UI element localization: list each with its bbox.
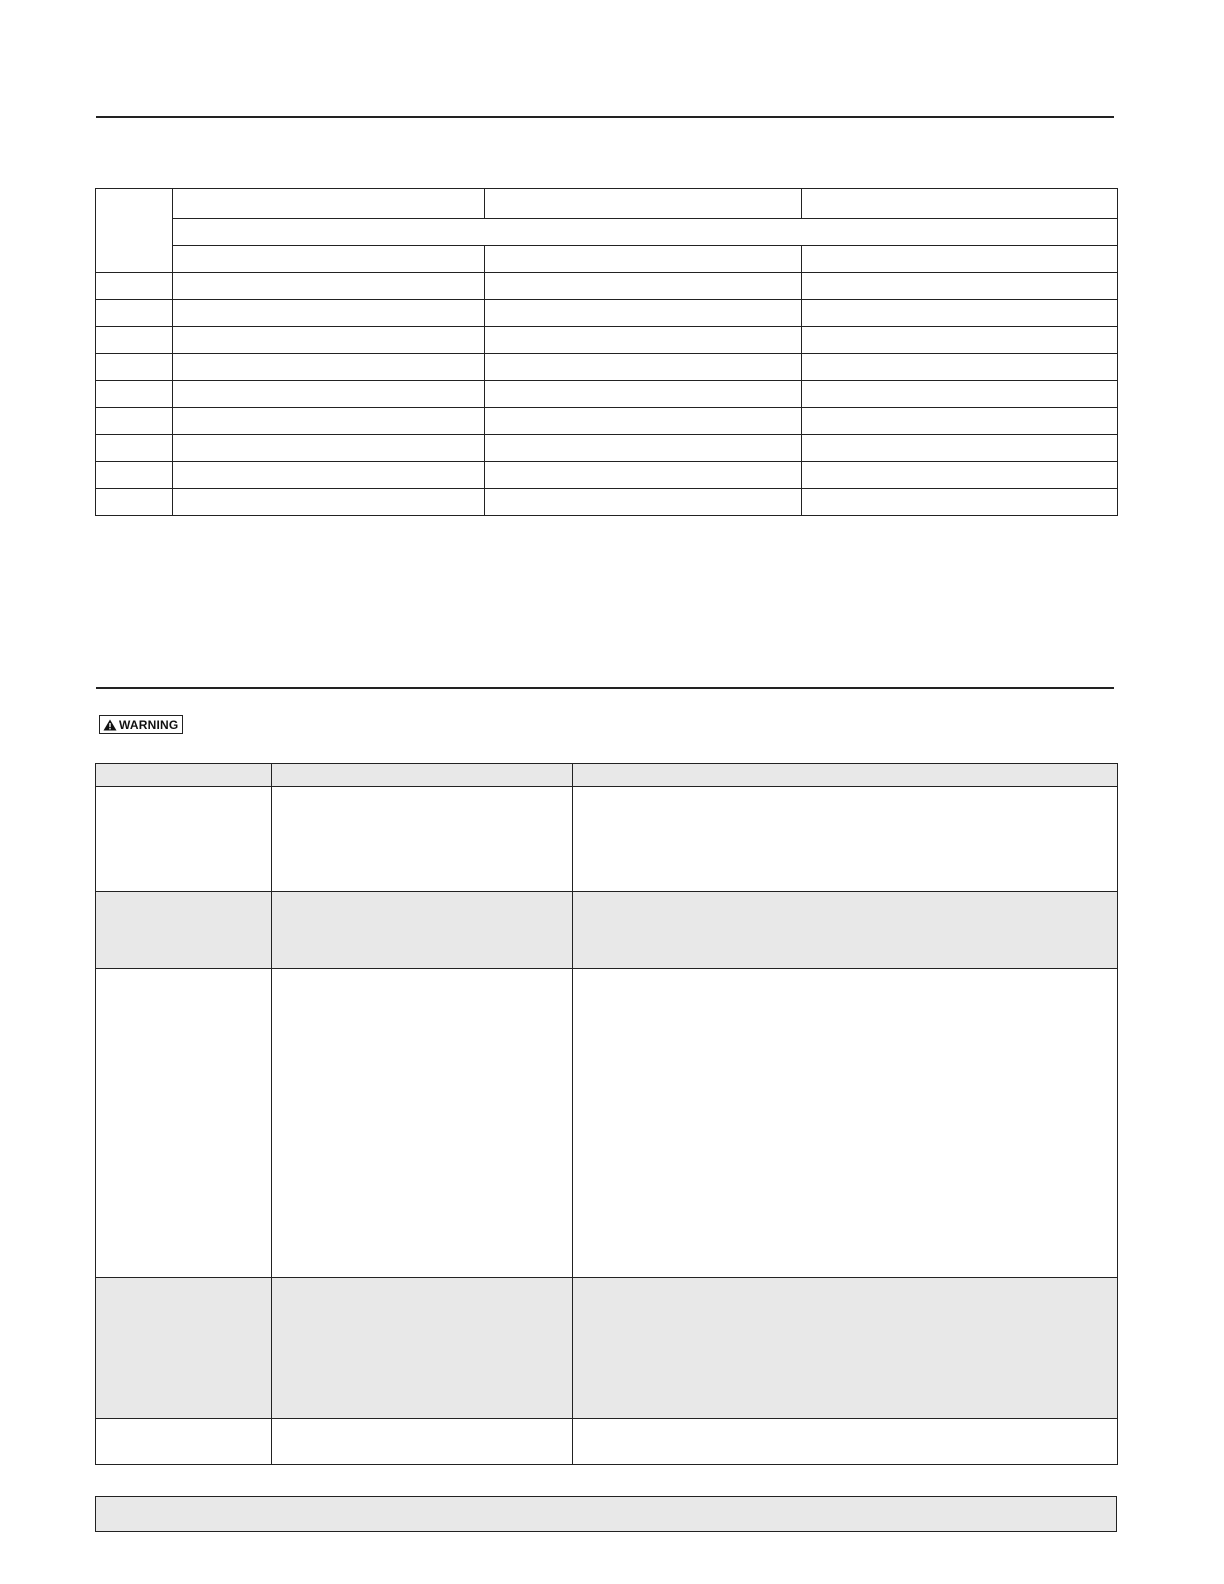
header-cell [96, 764, 272, 787]
table-row [96, 969, 1118, 1278]
table-cell [485, 300, 802, 327]
table-row [96, 354, 1118, 381]
warning-badge [99, 715, 183, 734]
header-cell [173, 189, 485, 219]
table-subheader-row [96, 219, 1118, 246]
table-cell [173, 408, 485, 435]
row-label-header-cell [96, 189, 173, 273]
table-cell [802, 300, 1118, 327]
table-cell [173, 354, 485, 381]
table-cell [802, 273, 1118, 300]
table-cell [485, 354, 802, 381]
unit-cell [802, 246, 1118, 273]
table-cell [802, 354, 1118, 381]
table-cell [96, 273, 173, 300]
table-row [96, 273, 1118, 300]
table-cell [802, 489, 1118, 516]
unit-cell [485, 246, 802, 273]
table-cell [573, 1419, 1118, 1465]
table-cell [272, 969, 573, 1278]
table-cell [96, 489, 173, 516]
table-cell [573, 787, 1118, 892]
table-cell [485, 273, 802, 300]
table-row [96, 489, 1118, 516]
table-cell [96, 354, 173, 381]
table-row [96, 1278, 1118, 1419]
footer-bar [95, 1496, 1117, 1532]
specifications-table [95, 188, 1118, 516]
warning-label: WARNING [119, 717, 179, 732]
table-cell [485, 462, 802, 489]
warning-triangle-icon [103, 719, 117, 731]
table-unit-row [96, 246, 1118, 273]
table-cell [96, 892, 272, 969]
table-cell [272, 892, 573, 969]
table-cell [96, 1278, 272, 1419]
header-cell [272, 764, 573, 787]
table-cell [485, 381, 802, 408]
table-cell [96, 435, 173, 462]
table-cell [802, 435, 1118, 462]
table-cell [272, 1278, 573, 1419]
table-cell [173, 489, 485, 516]
table-cell [96, 408, 173, 435]
table-cell [272, 1419, 573, 1465]
unit-cell [173, 246, 485, 273]
header-cell [485, 189, 802, 219]
table-cell [802, 408, 1118, 435]
table-row [96, 1419, 1118, 1465]
table-row [96, 381, 1118, 408]
table-cell [485, 435, 802, 462]
top-divider-rule [96, 116, 1114, 118]
table-cell [802, 327, 1118, 354]
table-cell [485, 408, 802, 435]
table-cell [96, 381, 173, 408]
table-row [96, 787, 1118, 892]
subheader-cell [173, 219, 1118, 246]
troubleshooting-table [95, 763, 1118, 1465]
table-cell [173, 300, 485, 327]
table-row [96, 892, 1118, 969]
table-cell [573, 1278, 1118, 1419]
table-cell [485, 489, 802, 516]
table-cell [573, 892, 1118, 969]
table-cell [173, 435, 485, 462]
table-row [96, 435, 1118, 462]
table-header-row [96, 189, 1118, 219]
table-cell [96, 300, 173, 327]
table-row [96, 300, 1118, 327]
table-row [96, 327, 1118, 354]
table-cell [96, 969, 272, 1278]
table-cell [573, 969, 1118, 1278]
table-cell [802, 381, 1118, 408]
table-cell [96, 327, 173, 354]
table-cell [96, 787, 272, 892]
header-cell [573, 764, 1118, 787]
header-cell [802, 189, 1118, 219]
section-divider-rule [96, 687, 1114, 689]
table-cell [173, 381, 485, 408]
table-cell [96, 1419, 272, 1465]
table-cell [802, 462, 1118, 489]
table-cell [173, 327, 485, 354]
table-cell [173, 462, 485, 489]
table-header-row [96, 764, 1118, 787]
table-cell [173, 273, 485, 300]
table-cell [272, 787, 573, 892]
table-row [96, 408, 1118, 435]
table-cell [485, 327, 802, 354]
table-cell [96, 462, 173, 489]
table-row [96, 462, 1118, 489]
